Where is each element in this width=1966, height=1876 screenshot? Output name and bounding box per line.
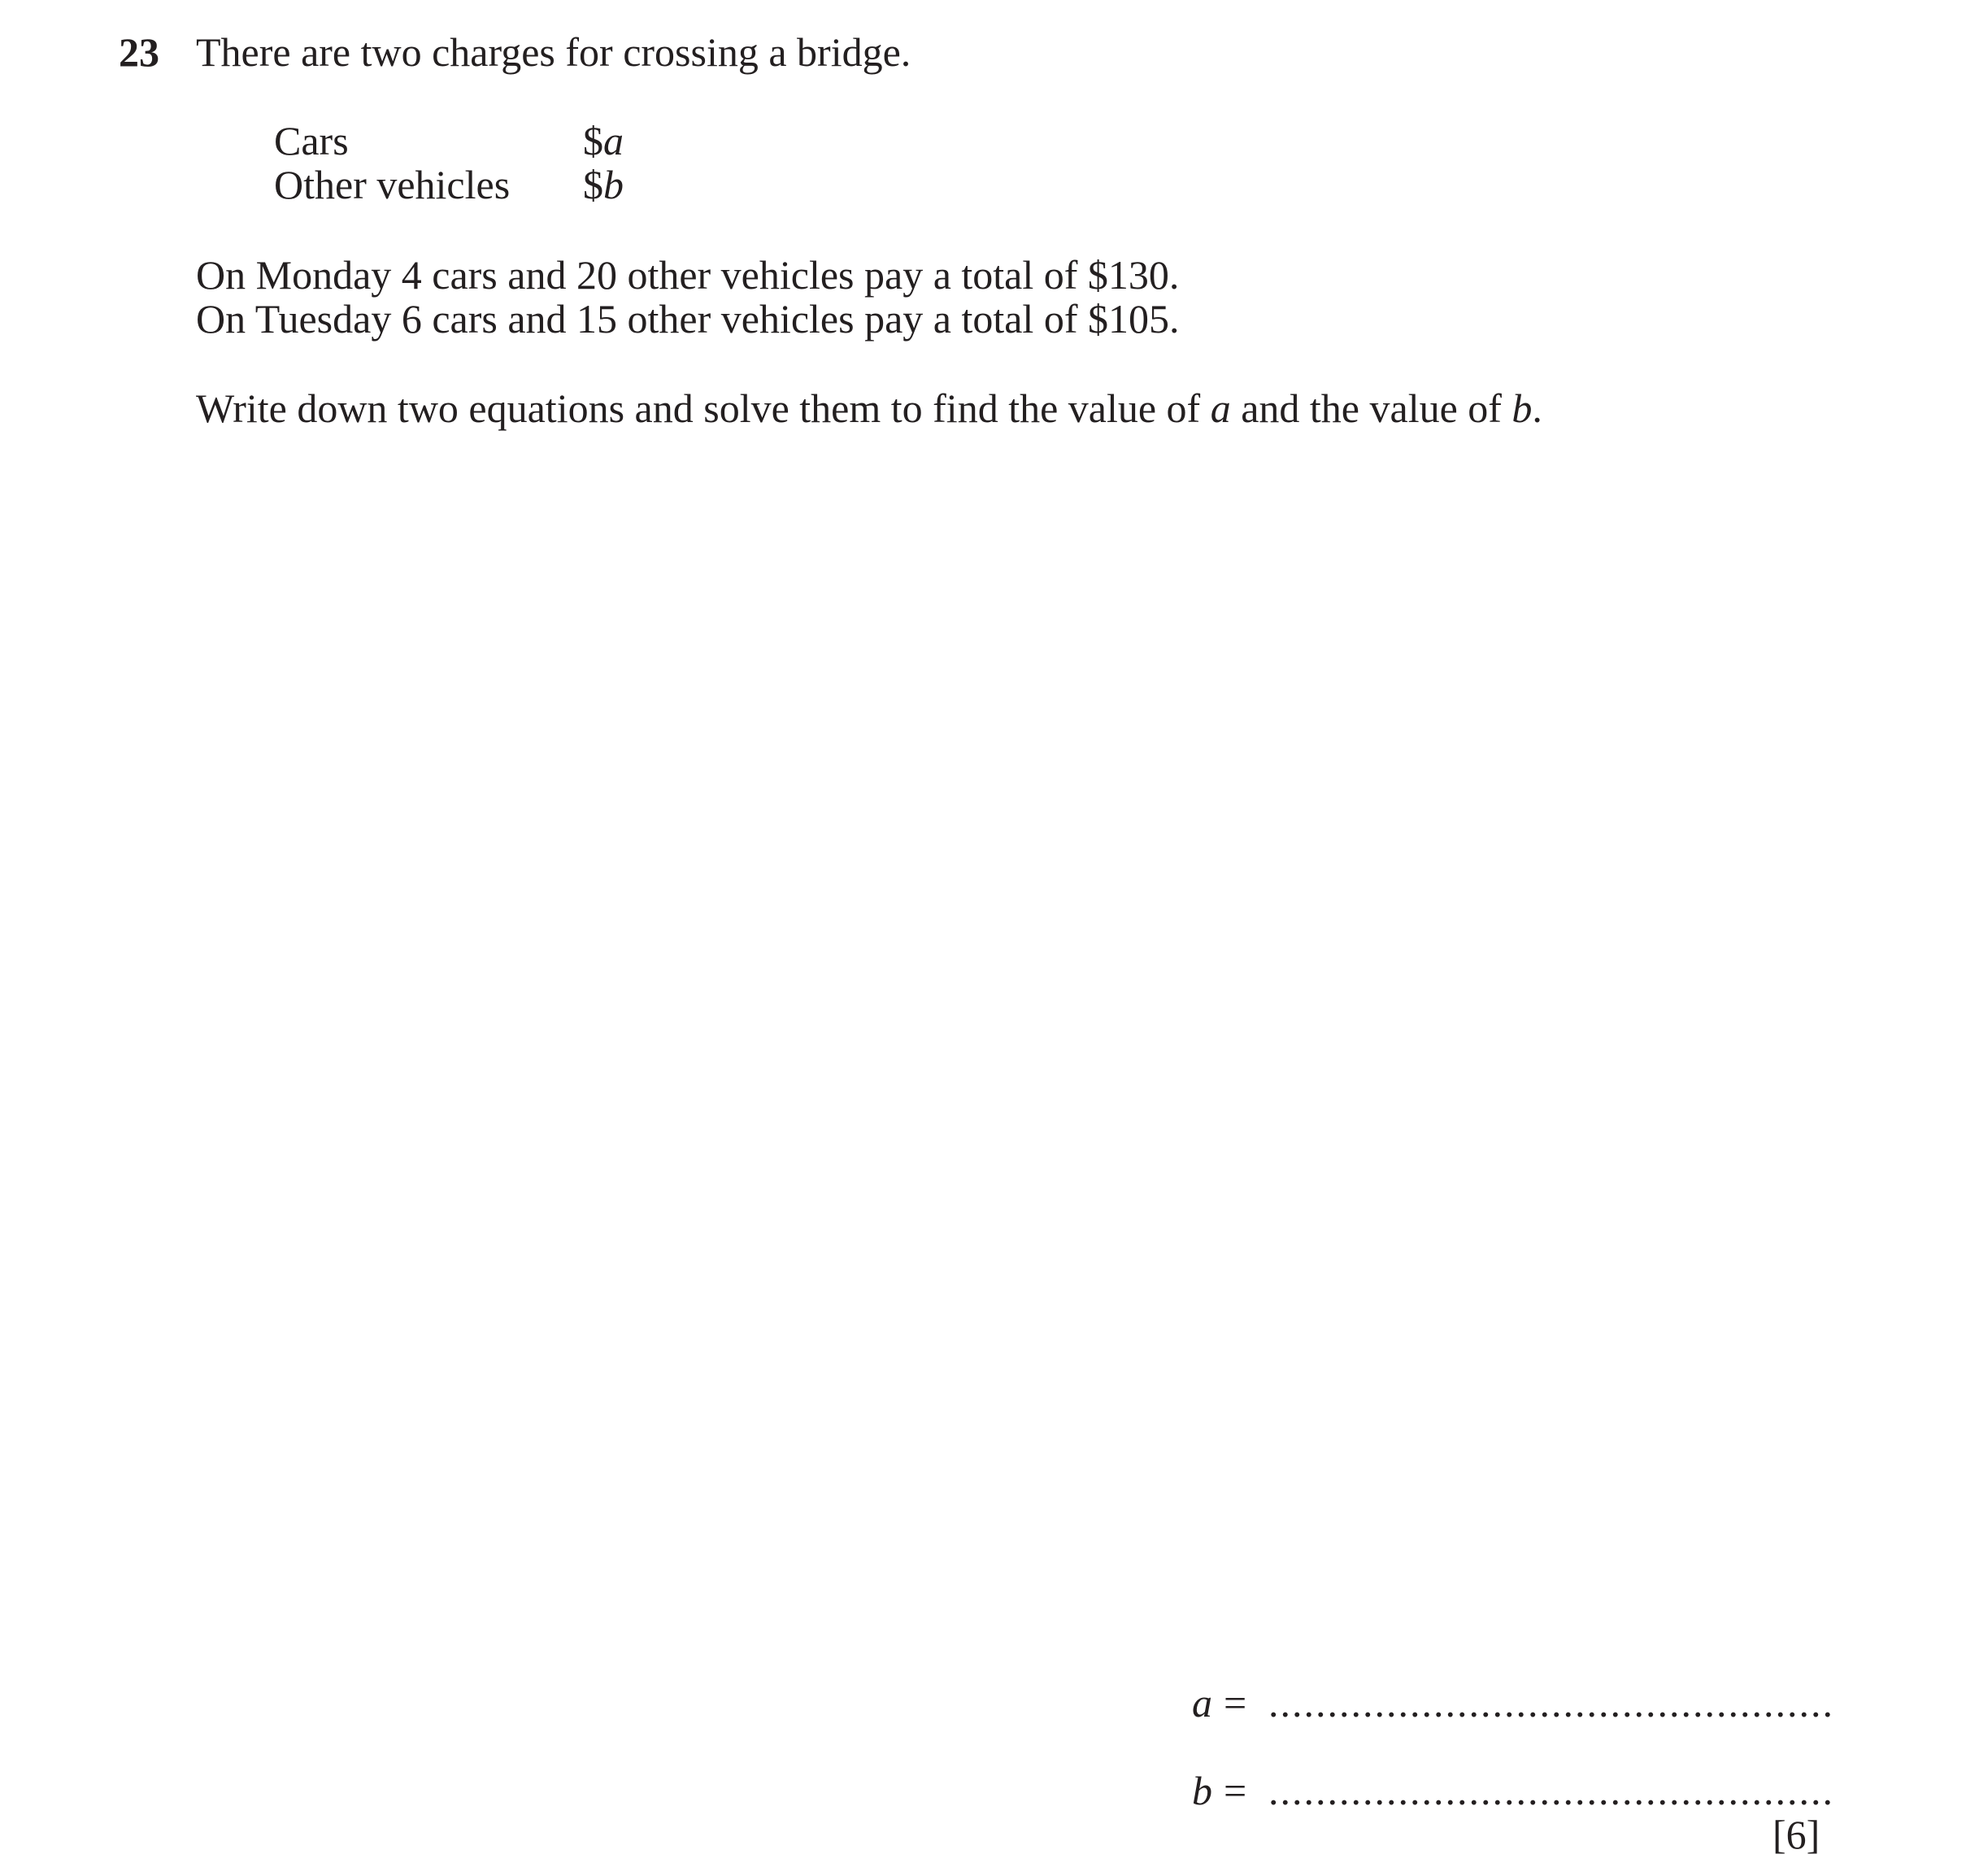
currency-symbol: $ [583, 162, 603, 207]
instruction-var-b: b [1511, 385, 1533, 431]
tuesday-statement: On Tuesday 6 cars and 15 other vehicles pay a total of $105. [196, 296, 1180, 342]
answer-variable: a [1192, 1680, 1212, 1726]
charge-variable: a [603, 118, 624, 163]
charge-label: Other vehicles [274, 162, 511, 207]
equals-sign: = [1224, 1680, 1247, 1726]
charge-value [583, 162, 624, 207]
instruction-text: and the value of [1230, 385, 1512, 431]
answer-line-a[interactable]: ................................................ [1268, 1680, 1834, 1726]
question-intro: There are two charges for crossing a bridge. [196, 29, 911, 75]
instruction-text: Write down two equations and solve them to find the value of [196, 385, 1211, 431]
answer-line-b[interactable]: ................................................ [1268, 1768, 1834, 1813]
charge-variable: b [603, 162, 624, 207]
instruction-var-a: a [1210, 385, 1231, 431]
marks-allocation: [6] [1772, 1812, 1820, 1857]
currency-symbol: $ [583, 118, 603, 163]
monday-statement: On Monday 4 cars and 20 other vehicles pay a total of $130. [196, 252, 1180, 298]
charge-value [583, 118, 624, 163]
question-number: 23 [119, 29, 159, 75]
instruction-text: . [1532, 385, 1542, 431]
charge-label: Cars [274, 118, 349, 163]
equals-sign: = [1224, 1768, 1247, 1813]
answer-variable: b [1192, 1768, 1212, 1813]
instruction [196, 385, 1542, 431]
